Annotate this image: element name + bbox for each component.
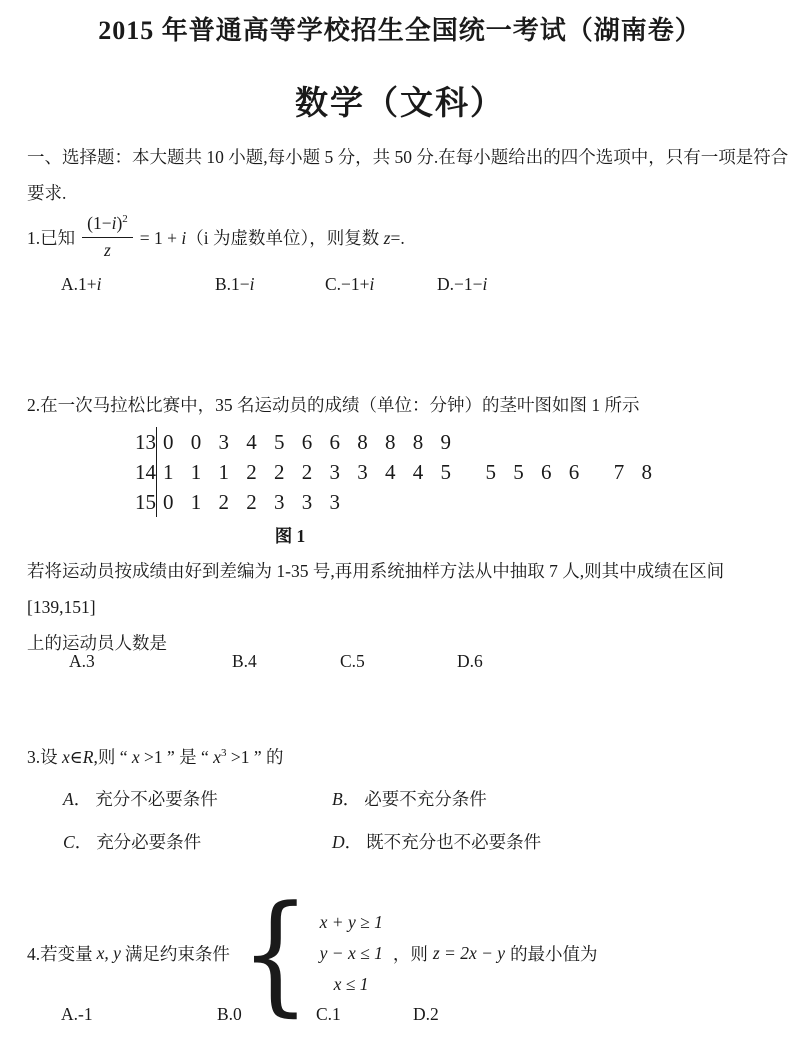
q2-option-d: D.6 <box>457 651 483 671</box>
section-instructions-line1: 一、选择题：本大题共 10 小题,每小题 5 分，共 50 分.在每小题给出的四个选项中，只有一项是符合 <box>27 147 789 167</box>
stem-value: 15 <box>135 490 156 514</box>
exam-title: 2015 年普通高等学校招生全国统一考试（湖南卷） <box>98 16 702 45</box>
q4-options <box>0 1004 800 1028</box>
stem-row <box>128 457 652 487</box>
q4-option-a: A.-1 <box>61 1004 93 1024</box>
leaf-values: 1 1 1 2 2 2 3 3 4 4 5 5 5 6 6 7 8 <box>156 457 652 487</box>
exam-subtitle: 数学（文科） <box>295 86 505 122</box>
q2-options <box>0 651 800 675</box>
q3-option-c: C． 充分必要条件 <box>63 832 202 852</box>
constraint-1: x + y ≥ 1 <box>319 911 383 932</box>
question-3: 3.设 x∈R,则 “ x >1 ” 是 “ $x^3 >1$ ” 的 <box>27 747 284 767</box>
q1-option-a: A.1+i <box>61 274 102 294</box>
q2-option-a: A.3 <box>69 651 95 671</box>
q1-options <box>0 274 800 298</box>
constraint-system <box>320 907 383 1000</box>
stem-value: 14 <box>135 460 156 484</box>
q2-option-c: C.5 <box>340 651 365 671</box>
q2-continuation-line2: 上的运动员人数是 <box>27 633 167 653</box>
q3-option-d: D． 既不充分也不必要条件 <box>332 832 542 852</box>
stem-row <box>128 487 652 517</box>
q1-option-c: C.−1+i <box>325 274 375 294</box>
stem-leaf-plot <box>128 427 652 517</box>
q4-option-c: C.1 <box>316 1004 341 1024</box>
q1-fraction-numerator: $(1-i)^2$ <box>82 213 133 238</box>
q1-equation: = 1 + i（i 为虚数单位），则复数 z=. <box>139 227 405 248</box>
stem-value: 13 <box>135 430 156 454</box>
question-2: 2.在一次马拉松比赛中，35 名运动员的成绩（单位：分钟）的茎叶图如图 1 所示 <box>27 395 640 415</box>
q1-option-b: B.1−i <box>215 274 255 294</box>
element-of-symbol: ∈ <box>69 747 83 767</box>
q1-prefix: 1.已知 <box>27 227 76 248</box>
question-1 <box>27 206 405 268</box>
q4-option-b: B.0 <box>217 1004 242 1024</box>
section-instructions <box>27 139 789 211</box>
q3-options-row1 <box>0 786 800 810</box>
constraint-2: y − x ≤ 1 <box>319 942 383 963</box>
q3-options-row2 <box>0 829 800 853</box>
section-instructions-line2: 要求. <box>27 183 67 203</box>
leaf-values: 0 0 3 4 5 6 6 8 8 8 9 <box>156 427 451 457</box>
constraint-3: x ≤ 1 <box>333 973 369 994</box>
q1-option-d: D.−1−i <box>437 274 488 294</box>
q3-option-b: B． 必要不充分条件 <box>332 789 487 809</box>
q1-fraction-denominator: z <box>104 240 111 260</box>
stem-row <box>128 427 652 457</box>
q1-fraction <box>82 213 133 261</box>
figure-caption: 图 1 <box>274 526 306 546</box>
q4-option-d: D.2 <box>413 1004 439 1024</box>
q3-option-a: A． 充分不必要条件 <box>63 789 218 809</box>
objective-expression: z = 2x − y <box>432 942 506 963</box>
q2-continuation <box>27 553 791 661</box>
leaf-values: 0 1 2 2 3 3 3 <box>156 487 340 517</box>
q2-continuation-line1: 若将运动员按成绩由好到差编为 1-35 号,再用系统抽样方法从中抽取 7 人,则其中成绩在区间[139,151] <box>27 561 725 617</box>
q2-option-b: B.4 <box>232 651 257 671</box>
question-4: 4.若变量 x, y 满足约束条件 { x + y ≥ 1 y − x ≤ 1 x ≤ 1 ，则 z = 2x − y 的最小值为 <box>27 877 598 1029</box>
